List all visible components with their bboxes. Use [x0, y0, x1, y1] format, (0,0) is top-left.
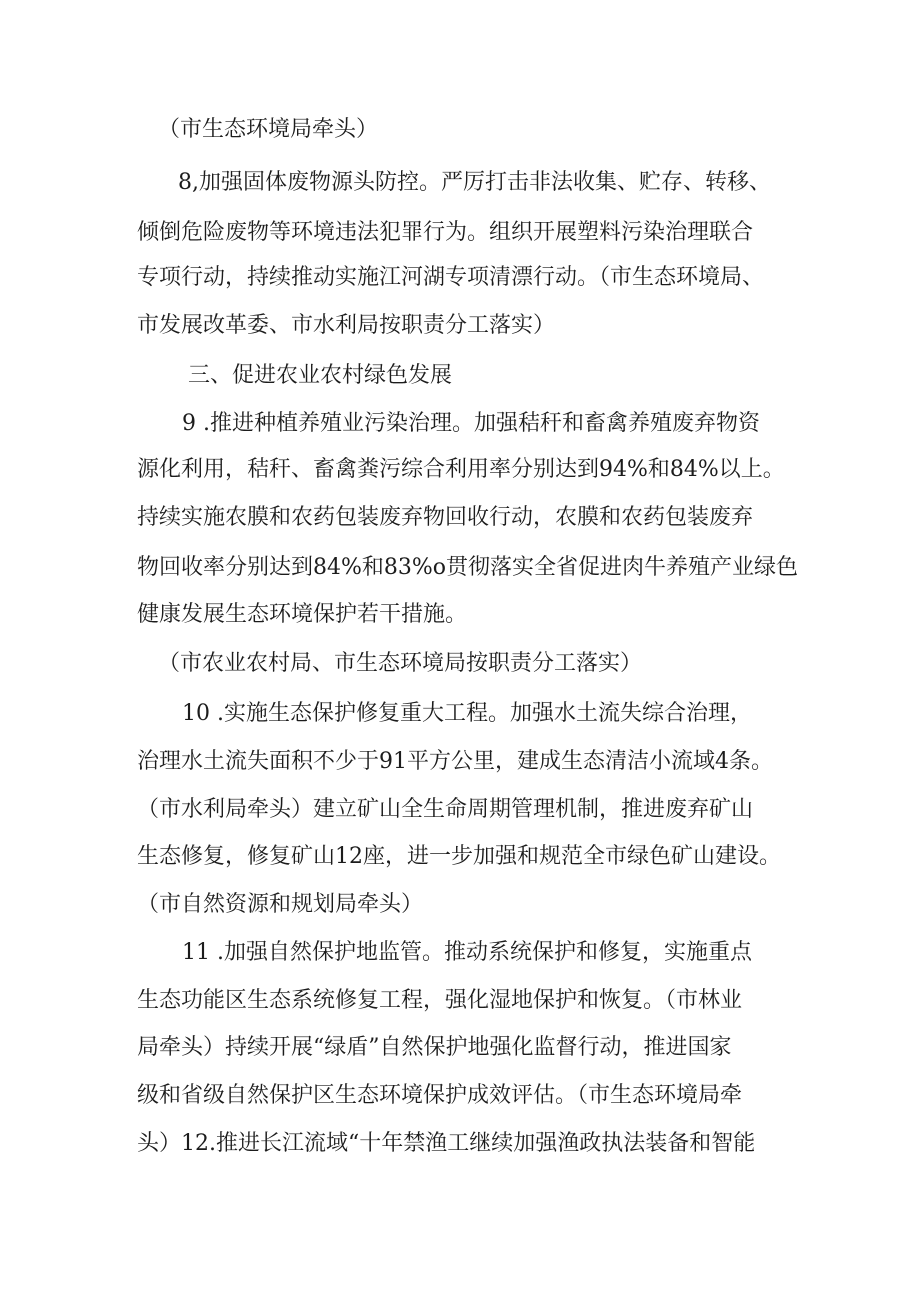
- text-line: 生态功能区生态系统修复工程，强化湿地保护和恢复。（市林业: [137, 988, 743, 1013]
- text-line: （市生态环境局牵头）: [158, 117, 379, 142]
- text-line: 10 .实施生态保护修复重大工程。加强水土流失综合治理，: [182, 701, 752, 726]
- text-line: 8,加强固体废物源头防控。严厉打击非法收集、贮存、转移、: [178, 170, 771, 195]
- text-line: 物回收率分别达到84%和83%o贯彻落实全省促进肉牛养殖产业绿色: [137, 555, 799, 580]
- text-line: 持续实施农膜和农药包装废弃物回收行动，农膜和农药包装废弃: [137, 505, 754, 530]
- text-line: 市发展改革委、市水利局按职责分工落实）: [137, 313, 556, 338]
- text-line: 局牵头）持续开展“绿盾”自然保护地强化监督行动，推进国家: [137, 1035, 732, 1060]
- text-line: 生态修复，修复矿山12座，进一步加强和规范全市绿色矿山建设。: [137, 844, 781, 869]
- text-line: 11 .加强自然保护地监管。推动系统保护和修复，实施重点: [182, 940, 752, 965]
- text-line: 倾倒危险废物等环境违法犯罪行为。组织开展塑料污染治理联合: [137, 220, 754, 245]
- section-heading: 三、促进农业农村绿色发展: [188, 363, 453, 388]
- text-line: 健康发展生态环境保护若干措施。: [137, 602, 468, 627]
- text-line: 9 .推进种植养殖业污染治理。加强秸秆和畜禽养殖废弃物资: [182, 411, 760, 436]
- text-line: 治理水土流失面积不少于91平方公里，建成生态清洁小流域4条。: [137, 749, 773, 774]
- text-line: 头）12.推进长江流域“十年禁渔工继续加强渔政执法装备和智能: [137, 1131, 756, 1156]
- text-line: （市农业农村局、市生态环境局按职责分工落实）: [158, 651, 643, 676]
- text-line: （市自然资源和规划局牵头）: [137, 892, 424, 917]
- text-line: 专项行动，持续推动实施江河湖专项清漂行动。（市生态环境局、: [137, 265, 765, 290]
- text-line: 级和省级自然保护区生态环境保护成效评估。（市生态环境局牵: [137, 1083, 743, 1108]
- text-line: （市水利局牵头）建立矿山全生命周期管理机制，推进废弃矿山: [137, 797, 754, 822]
- text-line: 源化利用，秸秆、畜禽粪污综合利用率分别达到94%和84%以上。: [137, 457, 785, 482]
